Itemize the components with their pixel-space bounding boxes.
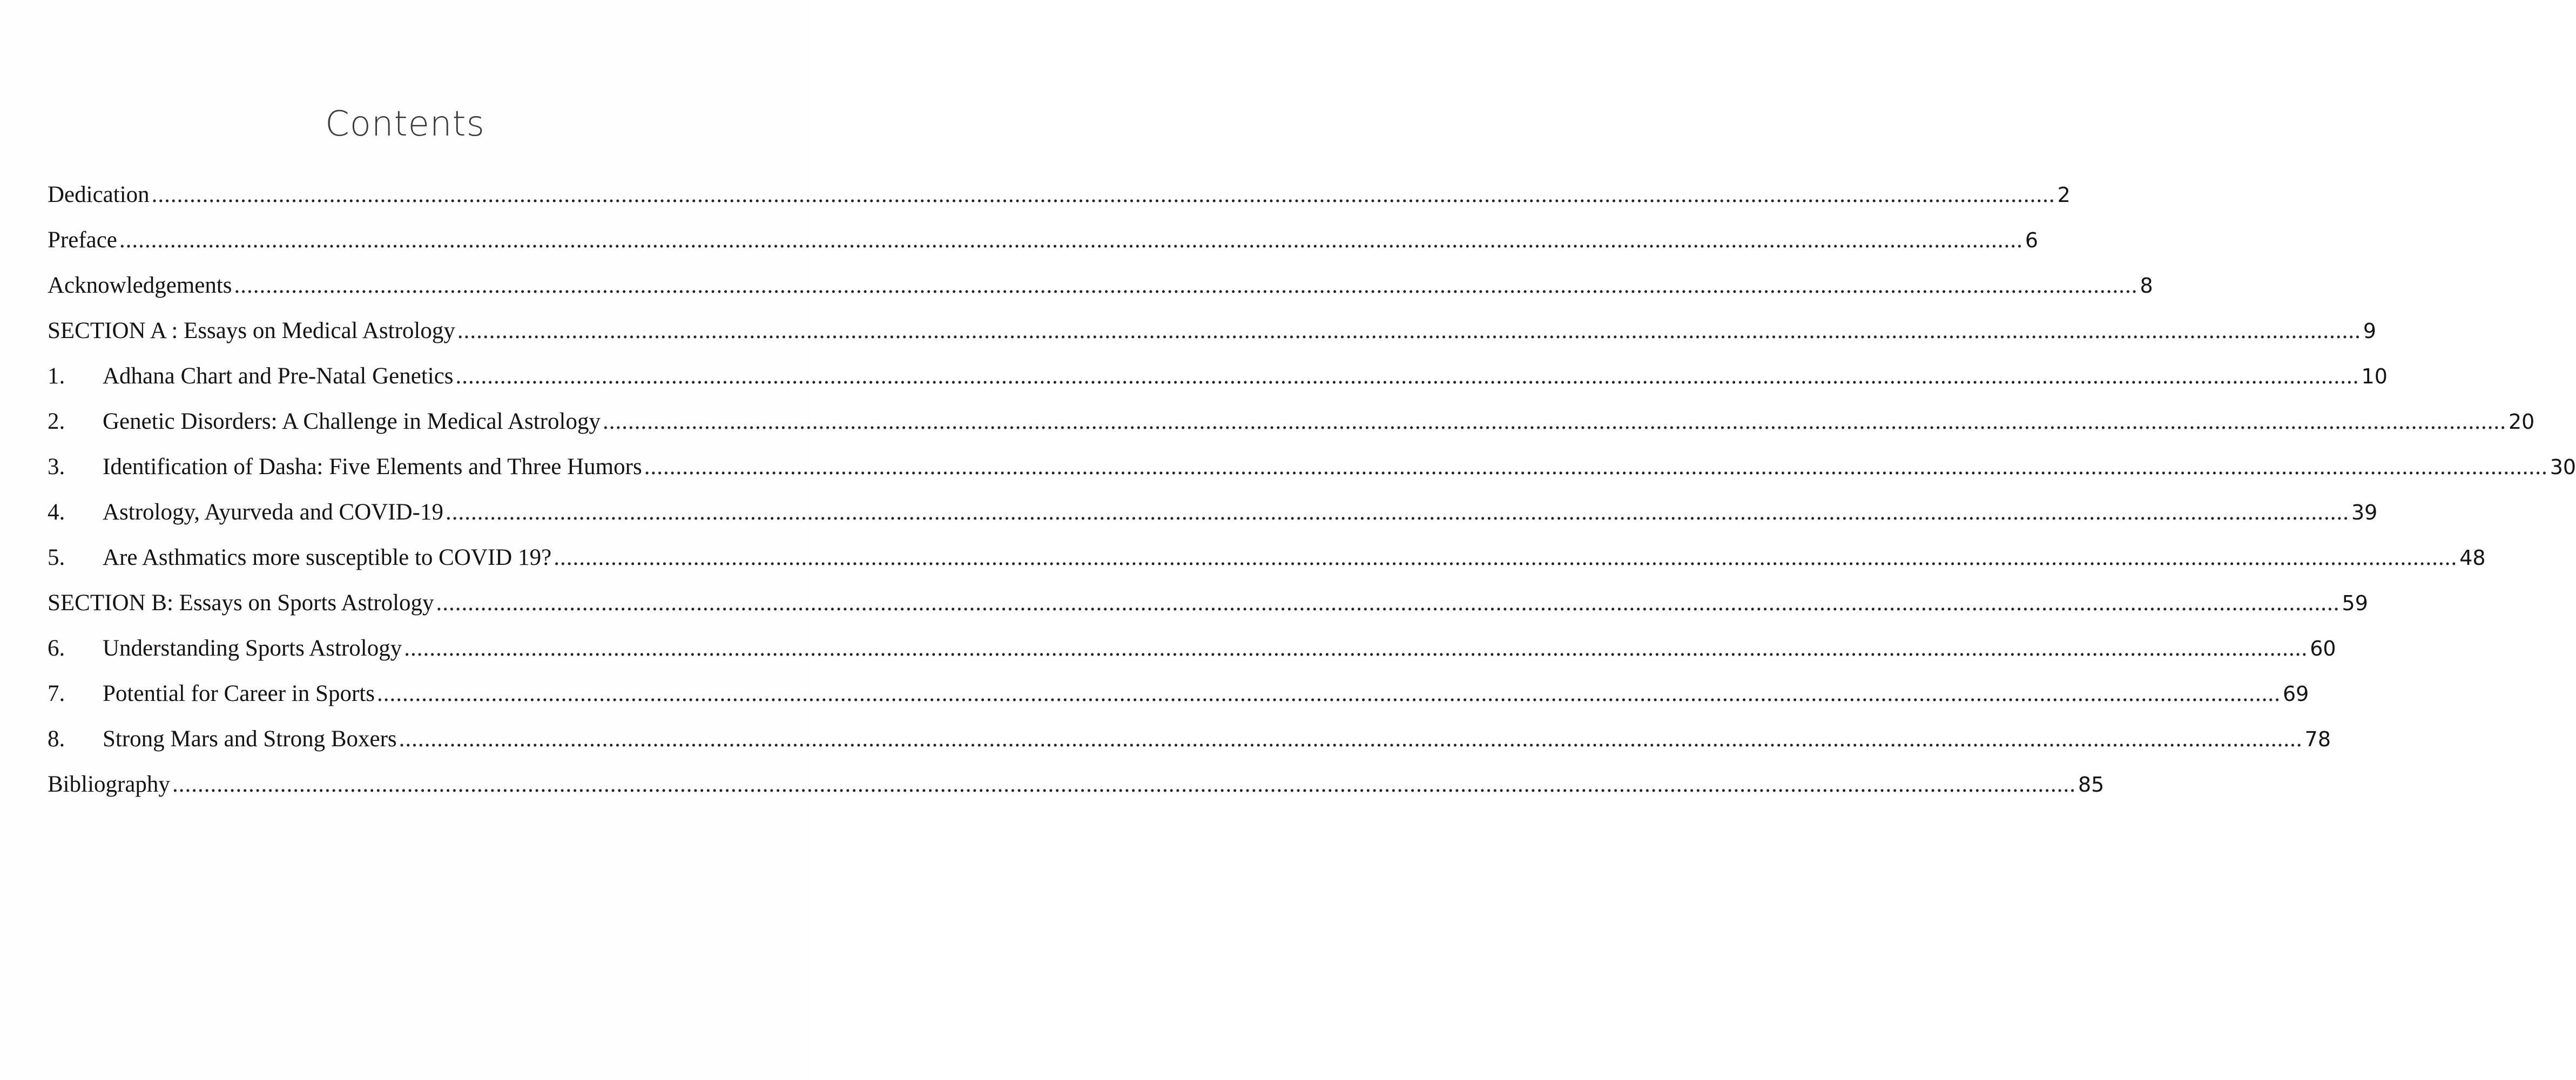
toc-dot-leader: ............................................................................................................................................................................................................................................................................................................ bbox=[404, 636, 2308, 661]
toc-entry-page: 10 bbox=[2361, 364, 2388, 388]
toc-entry[interactable] bbox=[48, 181, 2071, 227]
toc-section-b-entry[interactable] bbox=[48, 590, 2368, 635]
toc-entry-label: SECTION A : Essays on Medical Astrology bbox=[48, 318, 455, 343]
toc-entry-label: Understanding Sports Astrology bbox=[103, 636, 402, 661]
toc-chapter-number: 5. bbox=[48, 545, 65, 570]
toc-chapter-number: 4. bbox=[48, 500, 65, 525]
toc-entry-page: 78 bbox=[2304, 727, 2331, 751]
toc-entry-label: Dedication bbox=[48, 182, 150, 207]
toc-entry-page: 8 bbox=[2140, 274, 2153, 298]
toc-chapter-entry[interactable] bbox=[48, 454, 2576, 499]
toc-chapter-number: 3. bbox=[48, 454, 65, 480]
toc-chapter-number: 6. bbox=[48, 636, 65, 661]
toc-entry-page: 69 bbox=[2282, 682, 2309, 706]
toc-entry-page: 6 bbox=[2025, 228, 2039, 252]
toc-entry-label: Adhana Chart and Pre-Natal Genetics bbox=[103, 363, 454, 389]
toc-entry-page: 9 bbox=[2363, 319, 2377, 343]
toc-entry-page: 30 bbox=[2550, 455, 2576, 479]
toc-entry-label: SECTION B: Essays on Sports Astrology bbox=[48, 590, 434, 616]
toc-dot-leader: ............................................................................................................................................................................................................................................................................................................ bbox=[446, 500, 2349, 525]
toc-entry-page: 20 bbox=[2508, 410, 2535, 434]
toc-section-a-entry[interactable] bbox=[48, 318, 2377, 363]
toc-entry-page: 59 bbox=[2342, 591, 2368, 615]
toc-entry-label: Identification of Dasha: Five Elements and Three Humors bbox=[103, 454, 642, 480]
toc-entry-label: Strong Mars and Strong Boxers bbox=[103, 726, 397, 752]
toc-dot-leader: ............................................................................................................................................................................................................................................................................................................ bbox=[399, 726, 2303, 752]
toc-entry-label: Bibliography bbox=[48, 772, 170, 797]
toc-entry-label: Astrology, Ayurveda and COVID-19 bbox=[103, 500, 443, 525]
toc-entry-page: 48 bbox=[2459, 546, 2486, 570]
toc-dot-leader: ............................................................................................................................................................................................................................................................................................................ bbox=[151, 182, 2055, 207]
toc-entry-label: Are Asthmatics more susceptible to COVID 19? bbox=[103, 545, 552, 570]
toc-entry-page: 2 bbox=[2057, 183, 2071, 207]
toc-chapter-entry[interactable] bbox=[48, 544, 2486, 590]
toc-dot-leader: ............................................................................................................................................................................................................................................................................................................ bbox=[644, 454, 2548, 480]
toc-chapter-number: 7. bbox=[48, 681, 65, 706]
toc-chapter-number: 2. bbox=[48, 409, 65, 434]
toc-entry-label: Genetic Disorders: A Challenge in Medical Astrology bbox=[103, 409, 601, 434]
toc-entry-label: Acknowledgements bbox=[48, 273, 232, 298]
toc-chapter-entry[interactable] bbox=[48, 726, 2331, 771]
toc-chapter-number: 8. bbox=[48, 726, 65, 752]
toc-dot-leader: ............................................................................................................................................................................................................................................................................................................ bbox=[119, 227, 2023, 253]
toc-entry-label: Preface bbox=[48, 227, 117, 253]
toc-dot-leader: ............................................................................................................................................................................................................................................................................................................ bbox=[376, 681, 2281, 706]
toc-dot-leader: ............................................................................................................................................................................................................................................................................................................ bbox=[436, 590, 2340, 616]
toc-entry-page: 39 bbox=[2351, 501, 2378, 524]
toc-chapter-entry[interactable] bbox=[48, 408, 2535, 454]
toc-chapter-entry[interactable] bbox=[48, 363, 2388, 408]
toc-entry-label: Potential for Career in Sports bbox=[103, 681, 375, 706]
table-of-contents bbox=[48, 181, 2576, 816]
toc-entry[interactable] bbox=[48, 771, 2105, 816]
toc-dot-leader: ............................................................................................................................................................................................................................................................................................................ bbox=[602, 409, 2506, 434]
toc-entry-page: 85 bbox=[2078, 773, 2105, 796]
toc-dot-leader: ............................................................................................................................................................................................................................................................................................................ bbox=[172, 772, 2076, 797]
toc-entry[interactable] bbox=[48, 272, 2153, 318]
toc-entry-page: 60 bbox=[2310, 637, 2336, 660]
toc-dot-leader: ............................................................................................................................................................................................................................................................................................................ bbox=[554, 545, 2458, 570]
toc-chapter-entry[interactable] bbox=[48, 635, 2336, 680]
toc-dot-leader: ............................................................................................................................................................................................................................................................................................................ bbox=[457, 318, 2361, 343]
toc-dot-leader: ............................................................................................................................................................................................................................................................................................................ bbox=[234, 273, 2138, 298]
toc-chapter-entry[interactable] bbox=[48, 499, 2378, 544]
toc-dot-leader: ............................................................................................................................................................................................................................................................................................................ bbox=[455, 363, 2359, 389]
page-title: Contents bbox=[325, 104, 485, 144]
toc-chapter-number: 1. bbox=[48, 363, 65, 389]
toc-entry[interactable] bbox=[48, 227, 2039, 272]
toc-chapter-entry[interactable] bbox=[48, 680, 2309, 726]
